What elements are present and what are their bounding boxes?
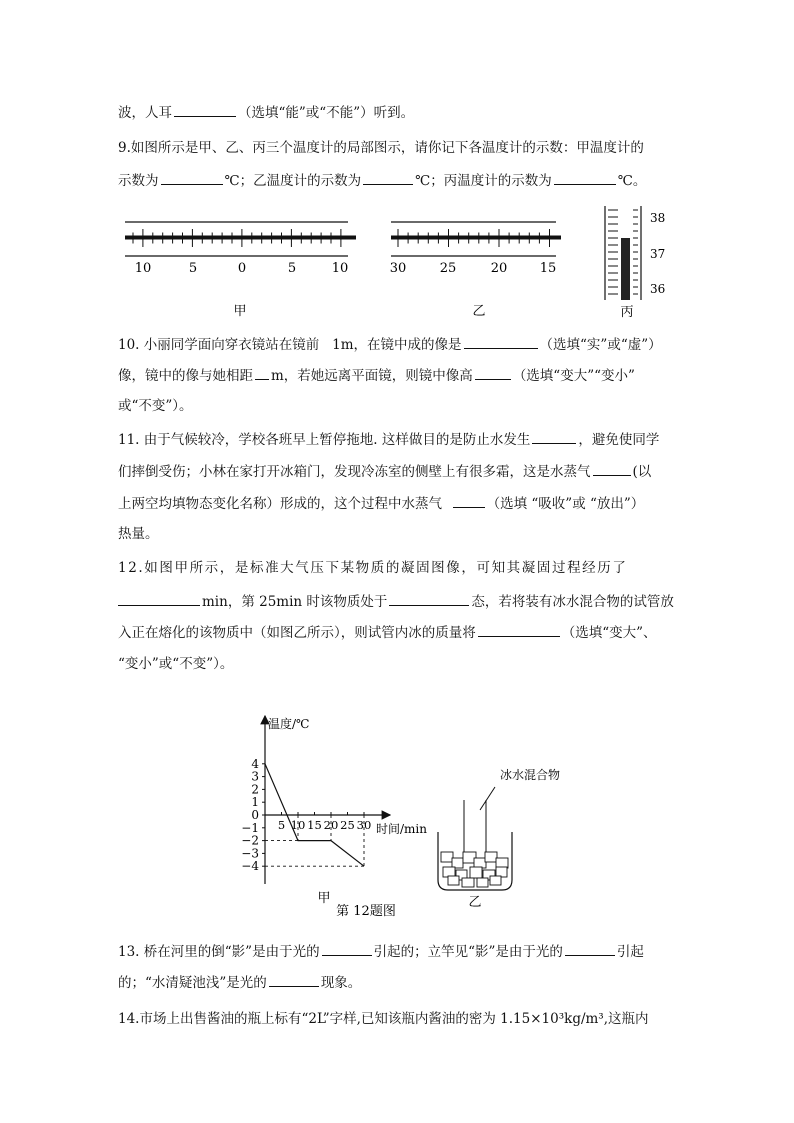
- x-tick-label: 10: [290, 818, 306, 832]
- tick-label: 5: [287, 261, 297, 276]
- q10-line-1: 10. 小丽同学面向穿衣镜站在镜前 1m，在镜中成的像是 （选填“实”或“虚”）: [118, 337, 662, 353]
- y-tick-label: 4: [251, 756, 259, 771]
- answer-blank[interactable]: [453, 494, 485, 508]
- answer-blank[interactable]: [118, 592, 200, 606]
- mercury-column: [391, 236, 561, 240]
- mercury-column: [621, 238, 630, 300]
- answer-blank[interactable]: [363, 171, 413, 185]
- q12-line-3: 入正在熔化的该物质中（如图乙所示），则试管内冰的质量将 （选填“变大”、: [118, 625, 657, 641]
- answer-blank[interactable]: [593, 462, 631, 476]
- figure-12: [230, 712, 590, 922]
- tick-label: 10: [331, 261, 349, 276]
- q11-line-2: 们摔倒受伤；小林在家打开冰箱门，发现冷冻室的侧壁上有很多霜，这是水蒸气 (以: [118, 464, 652, 480]
- y-tick-label: −3: [241, 846, 259, 861]
- q9-line-1: 9.如图所示是甲、乙、丙三个温度计的局部图示，请你记下各温度计的示数：甲温度计的: [118, 140, 644, 156]
- thermometer-jia: [120, 210, 360, 320]
- answer-blank[interactable]: [255, 366, 269, 380]
- tick-label: 10: [134, 261, 152, 276]
- caption-jia: 甲: [233, 304, 247, 319]
- thermometer-yi: [388, 210, 568, 320]
- q10-line-2: 像，镜中的像与她相距 m，若她远离平面镜，则镜中像高 （选填“变大”“变小”: [118, 368, 635, 384]
- q11-line-4: 热量。: [118, 526, 159, 542]
- thermometer-bing: [600, 204, 680, 320]
- answer-blank[interactable]: [532, 430, 576, 444]
- q11-line-3: 上两空均填物态变化名称）形成的，这个过程中水蒸气 （选填 “吸收”或 “放出”）: [118, 496, 645, 512]
- tick-label: 37: [650, 247, 666, 261]
- caption-bing: 丙: [620, 305, 634, 320]
- q10-line-3: 或“不变”）。: [118, 398, 193, 414]
- figure-title: 第 12题图: [336, 904, 396, 919]
- caption-yi: 乙: [468, 895, 482, 910]
- x-tick-label: 15: [307, 818, 322, 832]
- beaker-with-test-tube: [438, 767, 560, 910]
- q11-line-1: 11. 由于气候较冷，学校各班早上暂停拖地. 这样做目的是防止水发生 ，避免使同学: [118, 432, 660, 448]
- caption-jia: 甲: [317, 891, 331, 906]
- tick-label: 38: [650, 211, 666, 225]
- x-tick-label: 25: [340, 818, 355, 832]
- tick-label: 5: [188, 261, 198, 276]
- y-tick-label: 1: [251, 795, 259, 810]
- tick-label: 25: [439, 261, 457, 276]
- mercury-column: [125, 236, 356, 240]
- tick-label: 20: [490, 261, 508, 276]
- q12-line-4: “变小”或“不变”）。: [118, 656, 234, 672]
- answer-blank[interactable]: [464, 335, 538, 349]
- answer-blank[interactable]: [161, 171, 223, 185]
- q12-line-2: min，第 25min 时该物质处于 态，若将装有冰水混合物的试管放: [118, 592, 674, 611]
- y-tick-label: 0: [251, 808, 259, 822]
- y-axis-label: 温度/℃: [268, 717, 310, 731]
- x-axis-label: 时间/min: [376, 822, 427, 836]
- x-tick-label: 30: [356, 818, 372, 832]
- q9-line-2: 示数为 ℃；乙温度计的示数为 ℃；丙温度计的示数为 ℃。: [118, 173, 647, 189]
- caption-yi: 乙: [472, 304, 486, 319]
- q12-line-1: 12.如图甲所示，是标准大气压下某物质的凝固图像，可知其凝固过程经历了: [118, 560, 628, 576]
- y-tick-label: −4: [241, 859, 259, 874]
- q13-line-2: 的；“水清疑池浅”是光的 现象。: [118, 975, 362, 991]
- mixture-label: 冰水混合物: [500, 768, 561, 782]
- y-ticks: [241, 757, 265, 873]
- y-tick-label: 2: [251, 782, 259, 797]
- q8-line: 波，人耳 （选填“能”或“不能”）听到。: [118, 105, 415, 121]
- y-tick-label: −2: [241, 833, 259, 848]
- answer-blank[interactable]: [478, 623, 560, 637]
- x-tick-label: 20: [323, 818, 339, 832]
- q14-line-1: 14.市场上出售酱油的瓶上标有“2L”字样,已知该瓶内酱油的密为 1.15×10³kg/m³,这瓶内: [118, 1011, 649, 1027]
- x-tick-label: 5: [277, 818, 286, 832]
- answer-blank[interactable]: [174, 103, 236, 117]
- tick-label: 30: [389, 261, 407, 276]
- answer-blank[interactable]: [554, 171, 616, 185]
- answer-blank[interactable]: [322, 942, 372, 956]
- y-tick-label: 3: [251, 769, 259, 784]
- answer-blank[interactable]: [269, 973, 319, 987]
- answer-blank[interactable]: [389, 592, 469, 606]
- y-tick-label: −1: [241, 820, 259, 835]
- tick-label: 15: [539, 261, 557, 276]
- tick-label: 0: [237, 261, 247, 276]
- q13-line-1: 13. 桥在河里的倒“影”是由于光的 引起的；立竿见“影”是由于光的 引起: [118, 944, 644, 960]
- tick-label: 36: [650, 282, 666, 296]
- answer-blank[interactable]: [565, 942, 615, 956]
- answer-blank[interactable]: [475, 366, 511, 380]
